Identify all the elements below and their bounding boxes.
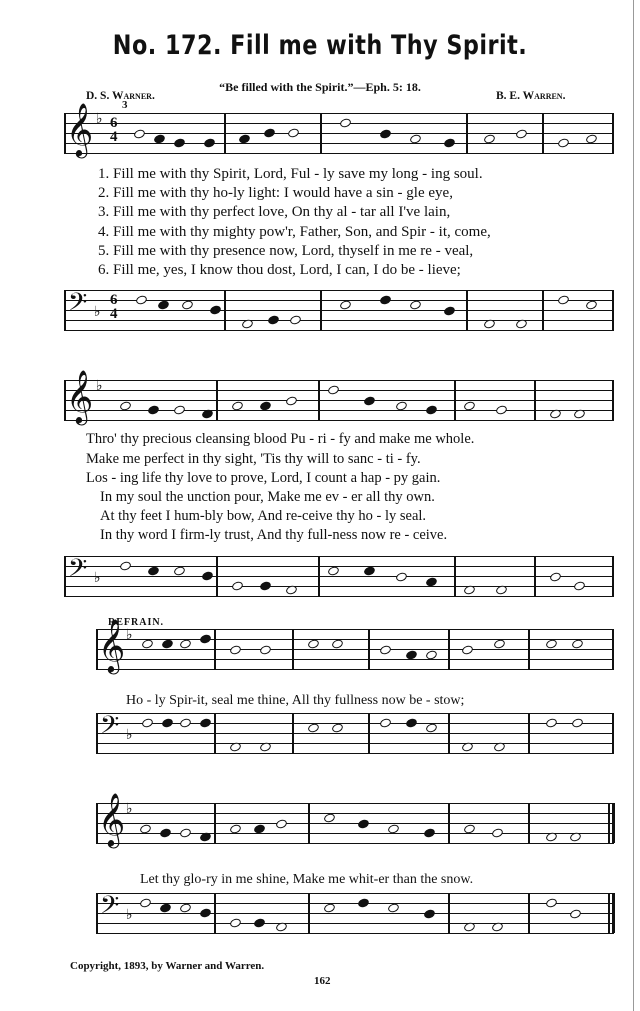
quarter-note-icon [379,294,392,305]
half-note-icon [557,137,570,148]
half-note-icon [569,908,582,919]
quarter-note-icon [199,717,212,728]
treble-staff [96,792,614,846]
bass-staff [64,556,614,596]
quarter-note-icon [259,580,272,591]
half-note-icon [139,897,152,908]
half-note-icon [141,638,154,649]
half-note-icon [495,404,508,415]
verse-5-line-1: 5. Fill me with thy presence now, Lord, thyself in me re - veal, [98,243,474,259]
half-note-icon [119,560,132,571]
half-note-icon [395,571,408,582]
half-note-icon [571,717,584,728]
verse-2-line-1: 2. Fill me with thy ho-ly light: I would have a sin - gle eye, [98,185,453,201]
flat-key-signature-icon: ♭ [96,378,103,394]
half-note-icon [339,117,352,128]
quarter-note-icon [199,907,212,918]
half-note-icon [425,722,438,733]
verse-3-line-1: 3. Fill me with thy perfect love, On thy al - tar all I've lain, [98,204,451,220]
flat-key-signature-icon: ♭ [126,801,133,817]
half-note-icon [259,644,272,655]
quarter-note-icon [263,127,276,138]
time-signature: 6 4 [110,292,118,322]
treble-staff [64,369,614,423]
half-note-icon [327,565,340,576]
bass-staff [96,893,614,933]
verse-4-line-1: 4. Fill me with thy mighty pow'r, Father, Son, and Spir - it, come, [98,224,491,240]
quarter-note-icon [405,717,418,728]
quarter-note-icon [161,638,174,649]
bass-staff [64,290,614,330]
half-note-icon [331,722,344,733]
half-note-icon [135,294,148,305]
quarter-note-icon [201,570,214,581]
scripture-reference: “Be filled with the Spirit.”—Eph. 5: 18. [219,80,421,94]
half-note-icon [585,299,598,310]
half-note-icon [231,580,244,591]
half-note-icon [545,717,558,728]
verse-2-line-2: Make me perfect in thy sight, 'Tis thy will to sanc - ti - fy. [86,451,421,467]
flat-key-signature-icon: ♭ [94,570,101,586]
verse-4-line-2: In my soul the unction pour, Make me ev - er all thy own. [100,489,435,505]
half-note-icon [133,128,146,139]
half-note-icon [173,565,186,576]
quarter-note-icon [357,897,370,908]
half-note-icon [339,299,352,310]
half-note-icon [571,638,584,649]
refrain-line-2: Let thy glo-ry in me shine, Make me whit-er than the snow. [140,872,474,887]
verse-1-line-1: 1. Fill me with thy Spirit, Lord, Ful - ly save my long - ing soul. [98,166,483,182]
verse-3-line-2: Los - ing life thy love to prove, Lord, I count a hap - py gain. [86,470,441,486]
half-note-icon [179,902,192,913]
measure-number: 3 [122,99,128,111]
half-note-icon [285,395,298,406]
treble-clef-icon: 𝄞 [66,369,94,423]
page-number: 162 [314,975,331,987]
bass-clef-icon: 𝄢 [68,288,88,323]
lyricist-credit: D. S. Warner. [86,90,155,102]
half-note-icon [549,571,562,582]
bass-clef-icon: 𝄢 [100,891,120,926]
half-note-icon [141,717,154,728]
half-note-icon [515,128,528,139]
half-note-icon [557,294,570,305]
quarter-note-icon [379,128,392,139]
half-note-icon [327,384,340,395]
half-note-icon [323,902,336,913]
quarter-note-icon [147,565,160,576]
flat-key-signature-icon: ♭ [126,727,133,743]
half-note-icon [387,902,400,913]
quarter-note-icon [253,917,266,928]
half-note-icon [179,638,192,649]
refrain-line-1: Ho - ly Spir-it, seal me thine, All thy fullness now be - stow; [126,693,465,708]
treble-clef-icon: 𝄞 [98,792,126,846]
half-note-icon [179,827,192,838]
half-note-icon [573,580,586,591]
quarter-note-icon [157,299,170,310]
half-note-icon [493,638,506,649]
half-note-icon [323,812,336,823]
half-note-icon [275,818,288,829]
half-note-icon [307,722,320,733]
quarter-note-icon [199,633,212,644]
refrain-label: REFRAIN. [108,617,165,628]
quarter-note-icon [203,137,216,148]
half-note-icon [181,299,194,310]
verse-6-line-2: In thy word I firm-ly trust, And thy full-ness now re - ceive. [100,527,448,543]
half-note-icon [379,717,392,728]
copyright-notice: Copyright, 1893, by Warner and Warren. [70,960,265,972]
half-note-icon [229,917,242,928]
half-note-icon [331,638,344,649]
quarter-note-icon [423,908,436,919]
quarter-note-icon [173,137,186,148]
quarter-note-icon [209,304,222,315]
half-note-icon [409,299,422,310]
half-note-icon [307,638,320,649]
bass-staff [96,713,614,753]
treble-clef-icon: 𝄞 [66,102,94,156]
quarter-note-icon [159,827,172,838]
quarter-note-icon [363,565,376,576]
half-note-icon [545,638,558,649]
half-note-icon [173,404,186,415]
quarter-note-icon [423,827,436,838]
verse-5-line-2: At thy feet I hum-bly bow, And re-ceive thy ho - ly seal. [100,508,427,524]
flat-key-signature-icon: ♭ [94,304,101,320]
bass-clef-icon: 𝄢 [68,554,88,589]
half-note-icon [289,314,302,325]
verse-1-line-2: Thro' thy precious cleansing blood Pu - ri - fy and make me whole. [86,431,475,447]
half-note-icon [491,827,504,838]
half-note-icon [379,644,392,655]
quarter-note-icon [443,137,456,148]
flat-key-signature-icon: ♭ [126,627,133,643]
quarter-note-icon [147,404,160,415]
quarter-note-icon [357,818,370,829]
flat-key-signature-icon: ♭ [126,907,133,923]
quarter-note-icon [425,404,438,415]
half-note-icon [179,717,192,728]
quarter-note-icon [159,902,172,913]
treble-clef-icon: 𝄞 [98,618,126,672]
time-signature: 6 4 [110,115,118,145]
quarter-note-icon [443,305,456,316]
quarter-note-icon [267,314,280,325]
quarter-note-icon [161,717,174,728]
half-note-icon [229,644,242,655]
quarter-note-icon [363,395,376,406]
treble-staff [64,102,614,156]
flat-key-signature-icon: ♭ [96,111,103,127]
page-edge-rule [633,0,634,1011]
bass-clef-icon: 𝄢 [100,711,120,746]
half-note-icon [545,897,558,908]
composer-credit: B. E. Warren. [496,90,566,102]
verse-6-line-1: 6. Fill me, yes, I know thou dost, Lord, I can, I do be - lieve; [98,262,461,278]
hymn-title: No. 172. Fill me with Thy Spirit. [112,30,528,61]
half-note-icon [461,644,474,655]
half-note-icon [287,127,300,138]
